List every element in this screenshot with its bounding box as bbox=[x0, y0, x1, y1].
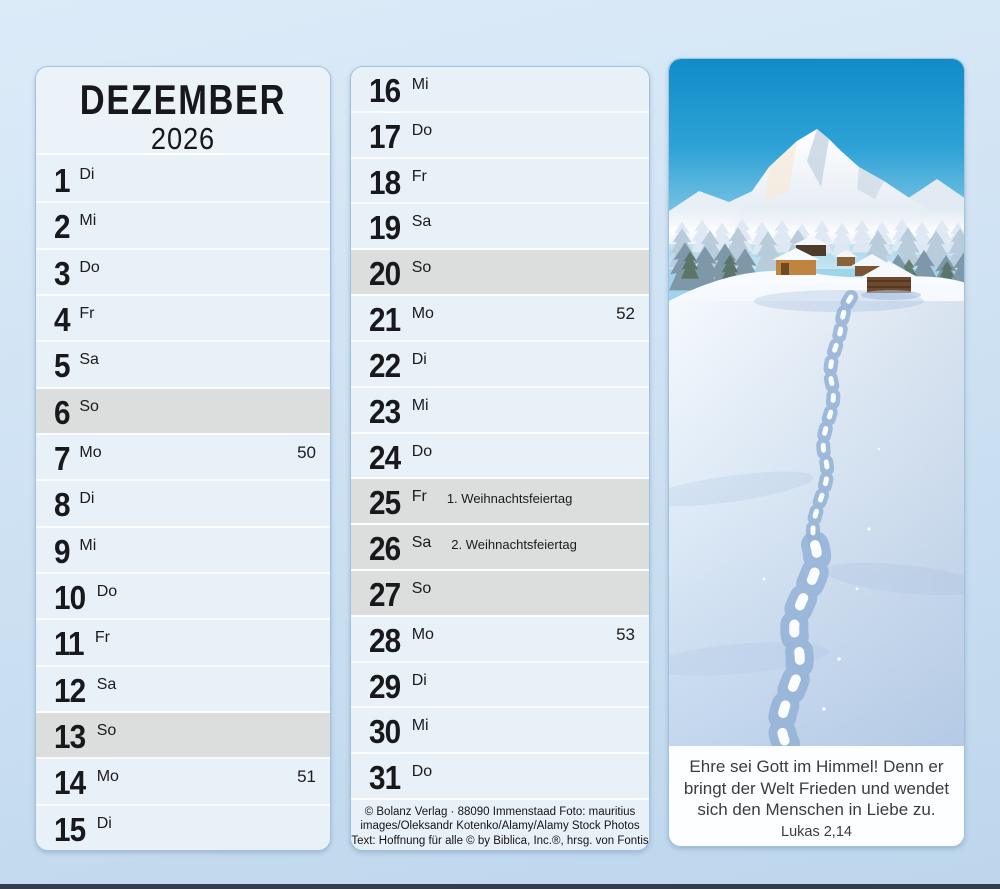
calendar-day-row bbox=[351, 157, 649, 203]
weekday-abbr: Sa bbox=[96, 675, 117, 693]
bible-verse-block bbox=[669, 746, 964, 846]
day-number: 2 bbox=[54, 208, 70, 246]
photo-verse-panel bbox=[668, 58, 965, 847]
weekday-abbr: Do bbox=[411, 121, 433, 139]
weekday-abbr: Di bbox=[96, 814, 112, 832]
day-number: 17 bbox=[369, 117, 401, 155]
calendar-day-row bbox=[36, 526, 330, 572]
weekday-abbr: Do bbox=[79, 258, 100, 276]
verse-line: bringt der Welt Frieden und wendet bbox=[683, 778, 950, 798]
calendar-day-row bbox=[36, 248, 330, 294]
year-label: 2026 bbox=[150, 121, 216, 157]
day-number: 9 bbox=[54, 532, 70, 570]
verse-line: sich den Menschen in Liebe zu. bbox=[697, 800, 936, 820]
winter-photo bbox=[669, 59, 965, 746]
weekday-abbr: Fr bbox=[411, 488, 427, 506]
day-number: 7 bbox=[54, 439, 70, 477]
imprint-line: © Bolanz Verlag · 88090 Immenstaad Foto: mauritius bbox=[364, 806, 636, 818]
calendar-day-row bbox=[351, 202, 649, 248]
calendar-title-header bbox=[36, 67, 330, 155]
day-number: 26 bbox=[369, 530, 401, 568]
weekday-abbr: Mi bbox=[79, 212, 97, 230]
weekday-abbr: Mo bbox=[411, 305, 434, 323]
calendar-day-row bbox=[351, 432, 649, 478]
day-number: 22 bbox=[369, 346, 401, 384]
weekday-abbr: Mo bbox=[411, 625, 434, 643]
day-number: 19 bbox=[369, 209, 401, 247]
weekday-abbr: Do bbox=[411, 763, 433, 781]
day-number: 15 bbox=[54, 810, 86, 848]
weekday-abbr: Mo bbox=[96, 768, 119, 786]
weekday-abbr: Mo bbox=[79, 443, 102, 461]
weekday-abbr: Mi bbox=[411, 396, 429, 414]
calendar-day-row bbox=[351, 477, 649, 523]
calendar-day-row bbox=[36, 665, 330, 711]
calendar-day-row bbox=[351, 706, 649, 752]
weekday-abbr: Fr bbox=[79, 304, 95, 322]
holiday-label: 1. Weihnachtsfeiertag bbox=[446, 491, 573, 507]
weekday-abbr: Sa bbox=[411, 534, 432, 552]
imprint-line: Text: Hoffnung für alle © by Biblica, Inc.®, hrsg. von Fontis bbox=[351, 834, 649, 847]
weekday-abbr: So bbox=[79, 397, 99, 415]
calendar-day-row bbox=[36, 157, 330, 201]
day-rows-left bbox=[36, 157, 330, 850]
week-number: 51 bbox=[297, 767, 316, 787]
day-number: 11 bbox=[54, 625, 84, 663]
calendar-day-row bbox=[351, 569, 649, 615]
calendar-right-panel bbox=[350, 66, 650, 851]
weekday-abbr: Mi bbox=[411, 76, 429, 93]
day-number: 8 bbox=[54, 486, 70, 524]
weekday-abbr: So bbox=[96, 721, 117, 739]
weekday-abbr: Mi bbox=[411, 717, 429, 735]
weekday-abbr: Di bbox=[411, 350, 427, 368]
weekday-abbr: Fr bbox=[94, 629, 110, 647]
day-number: 16 bbox=[369, 72, 401, 109]
weekday-abbr: Di bbox=[411, 671, 427, 689]
day-number: 1 bbox=[54, 162, 70, 199]
day-number: 29 bbox=[369, 667, 401, 705]
calendar-day-row bbox=[36, 618, 330, 664]
weekday-abbr: Di bbox=[79, 490, 95, 508]
day-number: 20 bbox=[369, 255, 401, 293]
calendar-day-row bbox=[351, 615, 649, 661]
day-number: 4 bbox=[54, 300, 70, 338]
day-number: 6 bbox=[54, 393, 70, 431]
calendar-day-row bbox=[36, 804, 330, 850]
page-bottom-edge bbox=[0, 884, 1000, 889]
weekday-abbr: So bbox=[411, 579, 432, 597]
day-rows-right bbox=[351, 67, 649, 798]
winter-landscape-illustration bbox=[669, 59, 965, 746]
weekday-abbr: Do bbox=[411, 442, 433, 460]
day-number: 21 bbox=[369, 301, 401, 339]
week-number: 50 bbox=[297, 442, 316, 462]
calendar-day-row bbox=[351, 111, 649, 157]
day-number: 12 bbox=[54, 671, 86, 709]
calendar-day-row bbox=[36, 387, 330, 433]
day-number: 31 bbox=[369, 759, 401, 797]
verse-line: Ehre sei Gott im Himmel! Denn er bbox=[689, 757, 944, 776]
calendar-day-row bbox=[36, 201, 330, 247]
calendar-day-row bbox=[351, 294, 649, 340]
calendar-day-row bbox=[36, 711, 330, 757]
calendar-day-row bbox=[351, 248, 649, 294]
imprint-line: images/Oleksandr Kotenko/Alamy/Alamy Stock Photos bbox=[360, 820, 640, 833]
calendar-day-row bbox=[36, 340, 330, 386]
day-number: 18 bbox=[369, 163, 401, 201]
calendar-day-row bbox=[36, 572, 330, 618]
week-number: 52 bbox=[616, 304, 635, 324]
weekday-abbr: Mi bbox=[79, 536, 97, 554]
weekday-abbr: Do bbox=[96, 582, 118, 600]
imprint-footer bbox=[351, 798, 649, 850]
verse-reference: Lukas 2,14 bbox=[781, 823, 852, 840]
calendar-day-row bbox=[351, 386, 649, 432]
weekday-abbr: Sa bbox=[79, 351, 99, 369]
calendar-day-row bbox=[351, 67, 649, 111]
calendar-left-panel bbox=[35, 66, 331, 851]
month-title: DEZEMBER bbox=[79, 76, 287, 123]
day-number: 27 bbox=[369, 575, 401, 613]
calendar-day-row bbox=[36, 433, 330, 479]
week-number: 53 bbox=[616, 624, 635, 644]
weekday-abbr: So bbox=[411, 259, 432, 277]
weekday-abbr: Sa bbox=[411, 213, 432, 231]
calendar-day-row bbox=[36, 479, 330, 525]
calendar-day-row bbox=[351, 340, 649, 386]
calendar-day-row bbox=[36, 757, 330, 803]
day-number: 14 bbox=[54, 764, 86, 802]
weekday-abbr: Di bbox=[79, 166, 95, 183]
day-number: 10 bbox=[54, 578, 86, 616]
day-number: 24 bbox=[369, 438, 401, 476]
weekday-abbr: Fr bbox=[411, 167, 427, 185]
calendar-day-row bbox=[351, 661, 649, 707]
day-number: 3 bbox=[54, 254, 70, 292]
day-number: 28 bbox=[369, 621, 401, 659]
day-number: 13 bbox=[54, 717, 86, 755]
day-number: 23 bbox=[369, 392, 401, 430]
holiday-label: 2. Weihnachtsfeiertag bbox=[451, 537, 577, 553]
calendar-day-row bbox=[351, 523, 649, 569]
calendar-day-row bbox=[351, 752, 649, 798]
day-number: 30 bbox=[369, 713, 401, 751]
calendar-day-row bbox=[36, 294, 330, 340]
day-number: 5 bbox=[54, 347, 70, 385]
day-number: 25 bbox=[369, 484, 401, 522]
